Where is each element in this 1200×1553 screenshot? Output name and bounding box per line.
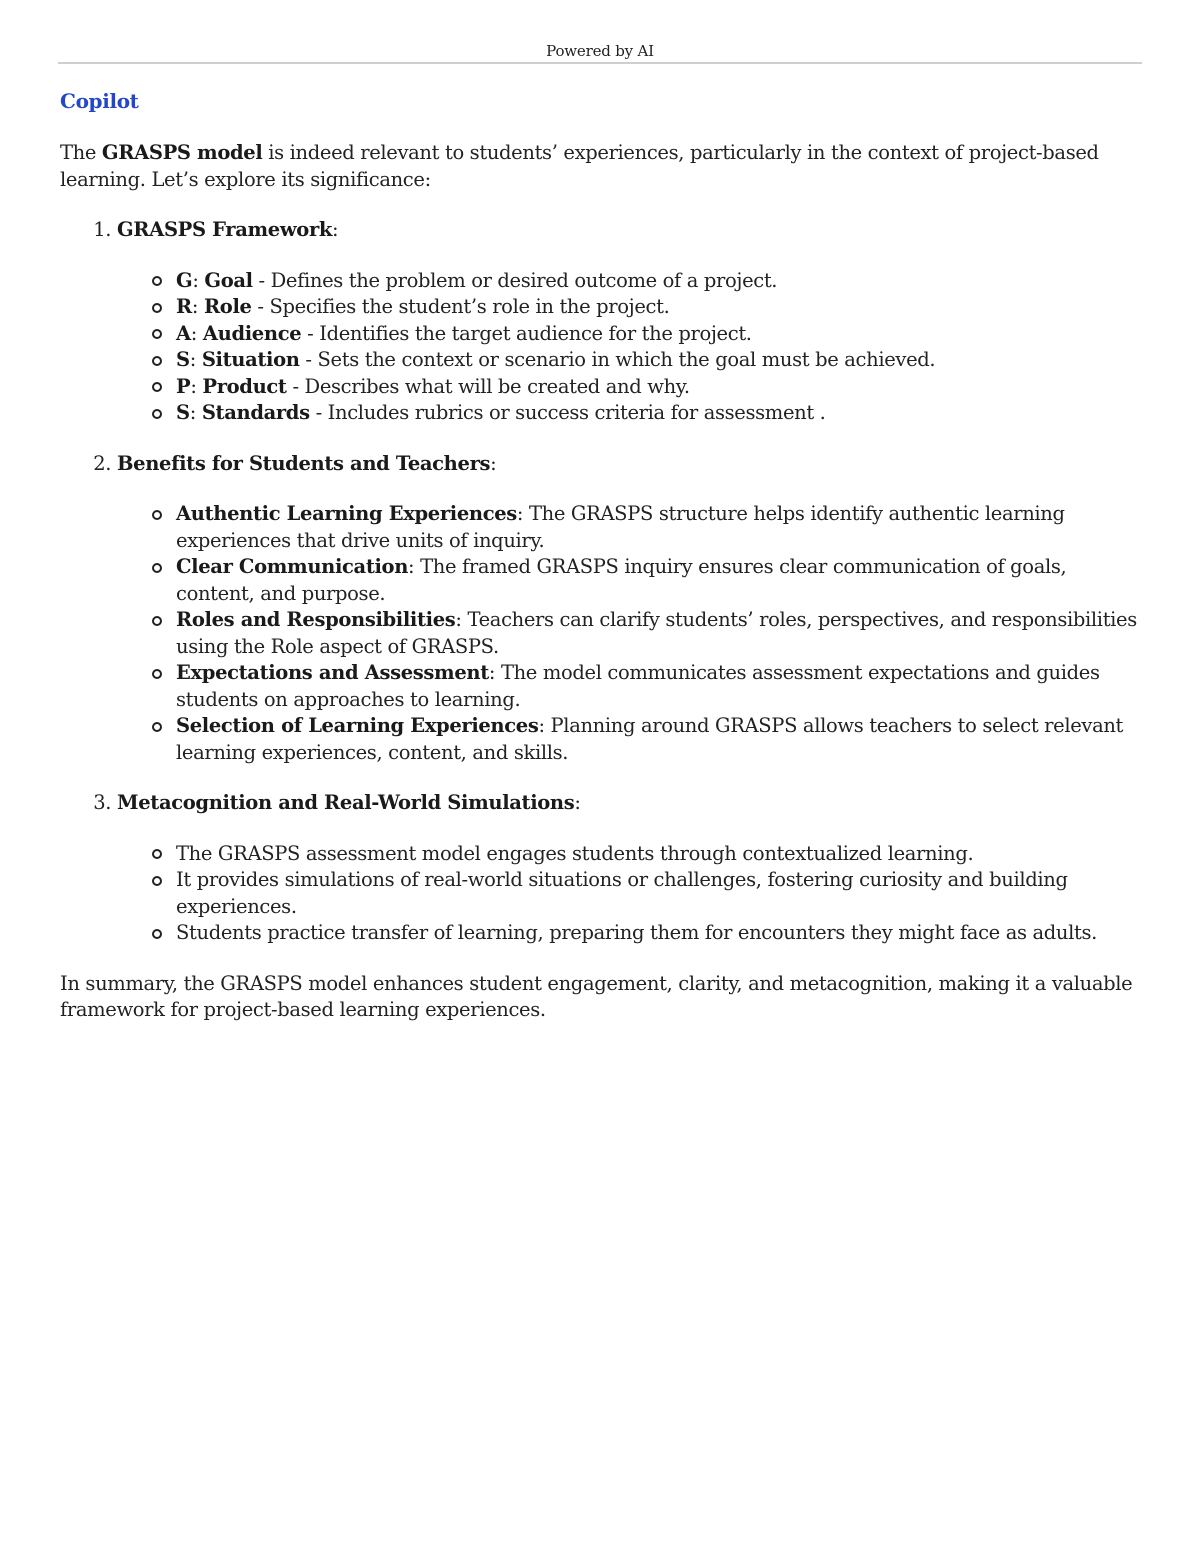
circle-bullet-icon [152, 563, 162, 573]
circle-bullet-icon [152, 382, 162, 392]
item-desc: - Includes rubrics or success criteria for assessment . [309, 401, 826, 424]
section-title: GRASPS Framework [117, 218, 333, 241]
item-letter: P [176, 374, 191, 398]
item-term: Clear Communication [176, 555, 409, 578]
item-text: Students practice transfer of learning, preparing them for encounters they might face as adults. [176, 921, 1097, 944]
item-letter: S [176, 348, 190, 371]
list-item [176, 660, 1142, 713]
item-term: Situation [201, 348, 300, 371]
metacognition-items-list [117, 841, 1142, 947]
item-desc: : The framed GRASPS inquiry ensures clear communication of goals, content, and purpose. [176, 555, 1067, 605]
item-desc: : The model communicates assessment expectations and guides students on approaches to learning. [176, 661, 1100, 711]
item-desc: - Defines the problem or desired outcome of a project. [252, 268, 778, 292]
list-item: A: Audience - Identifies the target audience for the project. [176, 321, 1142, 348]
intro-suffix: is indeed relevant to students’ experiences, particularly in the context of project-based learning. Let’s explore its significance: [60, 141, 1099, 191]
section-heading: 1. GRASPS Framework: [117, 218, 339, 241]
header-divider [58, 62, 1142, 64]
list-item: R: Role - Specifies the student’s role in the project. [176, 294, 1142, 321]
item-letter: R [176, 295, 192, 318]
item-letter: G [176, 268, 193, 292]
circle-bullet-icon [152, 356, 162, 366]
item-term: Standards [201, 401, 310, 424]
item-desc: - Sets the context or scenario in which the goal must be achieved. [299, 348, 936, 371]
list-item [176, 501, 1142, 554]
section-heading: 3. Metacognition and Real-World Simulations: [117, 791, 581, 814]
item-term: Expectations and Assessment [176, 661, 489, 684]
item-term: Roles and Responsibilities [176, 608, 456, 631]
benefits-items-list [117, 501, 1142, 766]
circle-bullet-icon [152, 409, 162, 419]
circle-bullet-icon [152, 722, 162, 732]
item-desc: - Identifies the target audience for the project. [301, 321, 752, 345]
list-item [176, 841, 1142, 868]
list-item: S: Standards - Includes rubrics or success criteria for assessment . [176, 400, 1142, 427]
list-item: S: Situation - Sets the context or scenario in which the goal must be achieved. [176, 347, 1142, 374]
summary-paragraph: In summary, the GRASPS model enhances student engagement, clarity, and metacognition, making it a valuable framework for project-based learning experiences. [60, 971, 1133, 1021]
page-header: Powered by AI [546, 42, 654, 60]
circle-bullet-icon [152, 616, 162, 626]
item-text: It provides simulations of real-world situations or challenges, fostering curiosity and building experiences. [176, 868, 1068, 918]
item-desc: : The GRASPS structure helps identify authentic learning experiences that drive units of inquiry. [176, 502, 1065, 552]
section-metacognition [117, 790, 1142, 947]
circle-bullet-icon [152, 849, 162, 859]
document-body [60, 86, 1142, 1024]
item-letter: S [176, 401, 190, 424]
item-term: Audience [202, 321, 302, 345]
circle-bullet-icon [152, 669, 162, 679]
list-item [176, 713, 1142, 766]
section-heading: 2. Benefits for Students and Teachers: [117, 451, 497, 475]
section-benefits [117, 451, 1142, 767]
item-desc: - Describes what will be created and why. [286, 374, 690, 398]
circle-bullet-icon [152, 876, 162, 886]
item-term: Product [202, 374, 287, 398]
item-term: Selection of Learning Experiences [176, 714, 539, 737]
circle-bullet-icon [152, 303, 162, 313]
list-item [176, 920, 1142, 947]
intro-prefix: The [60, 141, 102, 164]
section-title: Benefits for Students and Teachers [117, 451, 491, 475]
circle-bullet-icon [152, 510, 162, 520]
circle-bullet-icon [152, 276, 162, 286]
sections-list [60, 217, 1142, 947]
item-letter: A [176, 321, 191, 345]
circle-bullet-icon [152, 929, 162, 939]
intro-paragraph [60, 140, 1142, 193]
item-term: Authentic Learning Experiences [176, 502, 517, 525]
list-item: G: Goal - Defines the problem or desired outcome of a project. [176, 268, 1142, 295]
list-item [176, 607, 1142, 660]
copilot-title: Copilot [60, 89, 139, 113]
list-item [176, 867, 1142, 920]
grasps-items-list [117, 268, 1142, 427]
item-text: The GRASPS assessment model engages students through contextualized learning. [176, 841, 974, 865]
list-item [176, 554, 1142, 607]
item-term: Role [203, 295, 252, 318]
item-term: Goal [204, 268, 253, 292]
item-desc: - Specifies the student’s role in the project. [251, 295, 670, 318]
item-desc: : Planning around GRASPS allows teachers to select relevant learning experiences, content, and skills. [176, 714, 1124, 764]
section-grasps-framework [117, 217, 1142, 427]
item-desc: : Teachers can clarify students’ roles, perspectives, and responsibilities using the Role aspect of GRASPS. [176, 608, 1137, 658]
section-title: Metacognition and Real-World Simulations [117, 791, 575, 814]
intro-bold-term: GRASPS model [101, 141, 263, 164]
circle-bullet-icon [152, 329, 162, 339]
list-item: P: Product - Describes what will be created and why. [176, 374, 1142, 401]
